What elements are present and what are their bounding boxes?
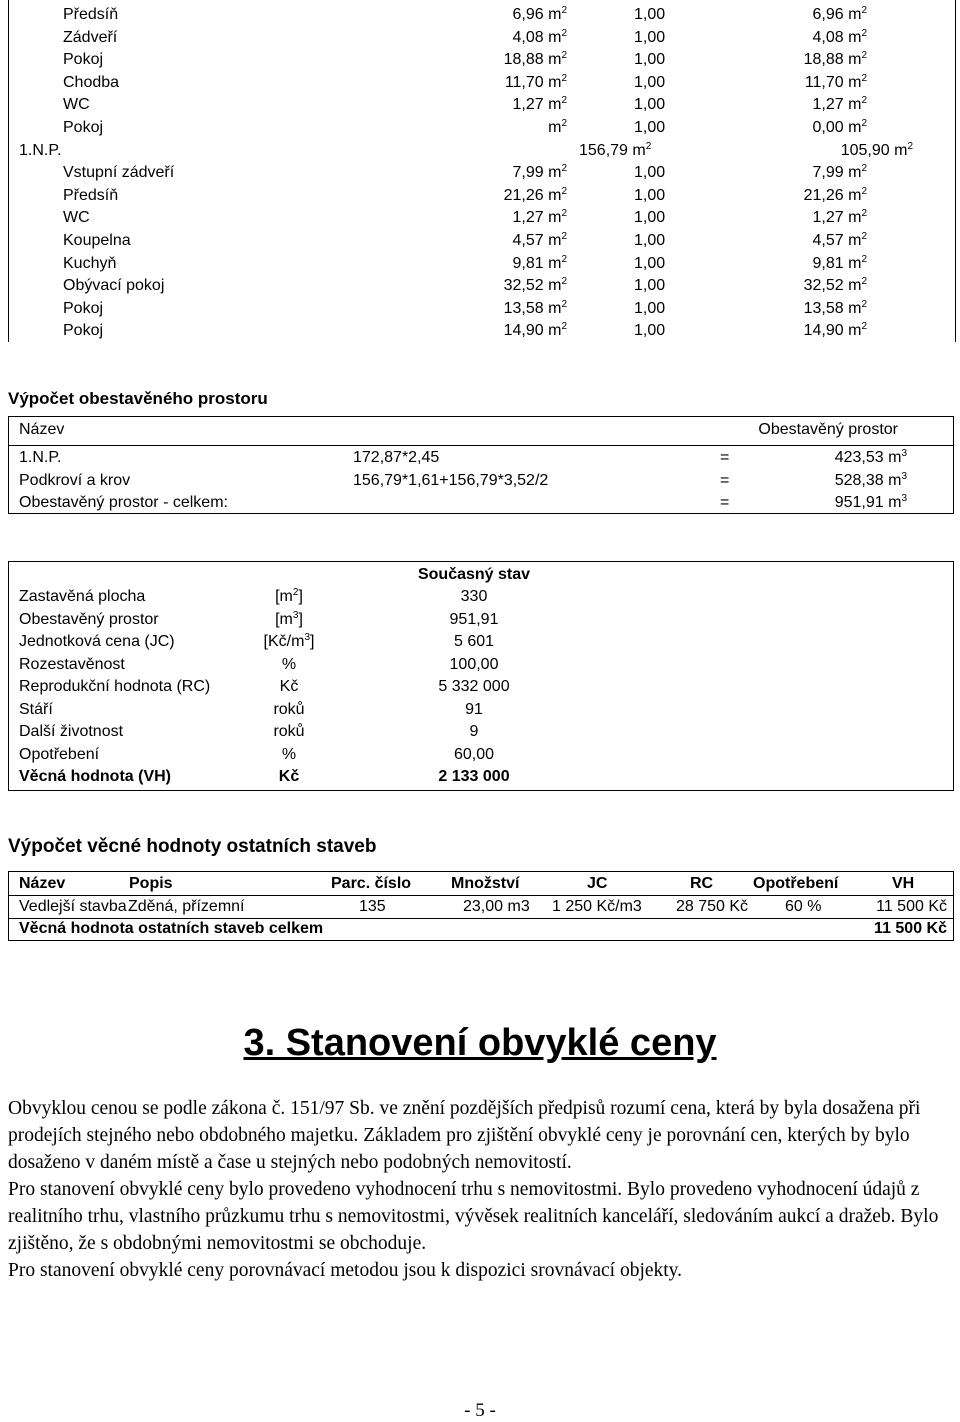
- state-row-label: Obestavěný prostor: [19, 610, 159, 628]
- state-row-value: 5 601: [453, 633, 495, 650]
- ob-total-value: 11 500 Kč: [874, 920, 947, 937]
- state-row-value: 100,00: [449, 655, 499, 673]
- room-result: 1,27 $m^2$: [812, 95, 867, 114]
- superscript: 2: [561, 27, 567, 39]
- volume-header-name: Název: [19, 421, 65, 438]
- room-coefficient: 1,00: [634, 73, 666, 91]
- ob-header-qty: Množství: [451, 875, 520, 892]
- superscript: 2: [861, 72, 867, 84]
- room-result: 32,52 $m^2$: [803, 276, 867, 295]
- state-row-unit: $[m^3]$: [275, 609, 303, 628]
- room-row: [9, 162, 955, 184]
- state-row-unit: $[Kč/m^3]$: [263, 632, 315, 650]
- room-area: 6,96 $m^2$: [512, 5, 567, 23]
- state-row-label: Opotřebení: [19, 745, 100, 763]
- state-row-label: Jednotková cena (JC): [19, 633, 175, 650]
- ob-header-rc: RC: [690, 875, 714, 892]
- superscript: 2: [561, 208, 567, 220]
- superscript: 2: [861, 50, 867, 62]
- state-row-label: Věcná hodnota (VH): [19, 768, 172, 785]
- other-buildings-title: Výpočet věcné hodnoty ostatních staveb: [8, 836, 377, 857]
- room-area: 21,26 $m^2$: [503, 185, 567, 204]
- room-area: 13,58 $m^2$: [503, 298, 567, 317]
- state-row-value: 951,91: [449, 610, 499, 628]
- superscript: 2: [561, 231, 567, 242]
- superscript: 2: [861, 95, 867, 107]
- ob-row-wear: 60 %: [785, 898, 822, 915]
- superscript: 2: [861, 185, 867, 197]
- room-name: WC: [63, 96, 90, 114]
- room-name: Koupelna: [63, 232, 131, 249]
- room-result: 4,57 $m^2$: [812, 231, 867, 249]
- ob-row-desc: Zděná, přízemní: [128, 898, 245, 915]
- room-coefficient: 1,00: [634, 51, 666, 69]
- room-area: $m^2$: [548, 118, 567, 136]
- superscript: 2: [561, 95, 567, 107]
- superscript: 2: [861, 208, 867, 220]
- room-coefficient: 1,00: [634, 322, 666, 340]
- superscript: 2: [561, 253, 567, 265]
- state-row-unit: Kč: [278, 768, 300, 785]
- current-state-table: [8, 561, 954, 791]
- superscript: 2: [561, 118, 567, 129]
- room-name: WC: [63, 209, 90, 227]
- ob-header-jc: JC: [587, 875, 608, 892]
- ob-total-label: Věcná hodnota ostatních staveb celkem: [19, 920, 324, 937]
- state-row-unit: Kč: [279, 678, 299, 695]
- room-coefficient: 1,00: [634, 6, 666, 23]
- room-coefficient: 1,00: [634, 119, 666, 136]
- superscript: 3: [304, 632, 310, 643]
- ob-row-parc: 135: [359, 898, 386, 915]
- volume-section-title: Výpočet obestavěného prostoru: [8, 389, 268, 408]
- state-row-value: 60,00: [453, 745, 495, 763]
- ob-row-name: Vedlejší stavba: [19, 898, 127, 915]
- superscript: 2: [861, 253, 867, 265]
- room-row: [9, 72, 955, 94]
- superscript: 2: [561, 50, 567, 62]
- state-row-label: Zastavěná plocha: [19, 588, 146, 605]
- room-row: [9, 230, 955, 252]
- superscript: 2: [861, 321, 867, 333]
- state-row-value: 330: [460, 588, 488, 605]
- state-row-unit: $[m^2]$: [275, 587, 303, 605]
- room-name: Vstupní zádveří: [63, 164, 175, 182]
- superscript: 2: [561, 276, 567, 288]
- room-row: [9, 117, 955, 139]
- state-row-unit: roků: [273, 723, 305, 740]
- room-name: Pokoj: [63, 119, 104, 136]
- room-result: 0,00 $m^2$: [812, 118, 867, 136]
- ob-header-vh: VH: [892, 875, 915, 892]
- superscript: 2: [561, 185, 567, 197]
- superscript: 2: [561, 298, 567, 310]
- superscript: 2: [861, 231, 867, 242]
- room-area: 4,57 $m^2$: [512, 231, 567, 249]
- ob-header-wear: Opotřebení: [753, 875, 839, 892]
- floor-label: 1.N.P.: [19, 141, 62, 159]
- room-name: Předsíň: [63, 6, 119, 23]
- ob-row-qty: 23,00 m3: [463, 898, 530, 915]
- room-area: 9,81 $m^2$: [512, 253, 567, 272]
- volume-row-value: 951,91 $m^3$: [834, 493, 907, 511]
- volume-row-name: 1.N.P.: [19, 449, 62, 466]
- volume-row-name: Obestavěný prostor - celkem:: [19, 494, 228, 511]
- room-area: 14,90 $m^2$: [503, 321, 567, 340]
- room-result: 18,88 $m^2$: [803, 50, 867, 69]
- floor-area: 156,79 $m^2$: [579, 140, 652, 159]
- state-row-label: Stáří: [19, 700, 53, 718]
- superscript: 2: [907, 140, 913, 152]
- state-row-value: 91: [465, 700, 483, 718]
- room-row: [9, 49, 955, 71]
- room-name: Pokoj: [63, 299, 104, 317]
- superscript: 2: [861, 163, 867, 175]
- superscript: 2: [861, 118, 867, 129]
- room-area: 7,99 $m^2$: [512, 163, 567, 182]
- volume-row-equals: =: [720, 449, 730, 466]
- section-3-paragraph-3: Pro stanovení obvyklé ceny porovnávací metodou jsou k dispozici srovnávací objekty.: [8, 1260, 683, 1281]
- floor-result: 105,90 $m^2$: [840, 140, 913, 159]
- room-row: [9, 27, 955, 49]
- state-row-label: Rozestavěnost: [19, 655, 125, 673]
- room-result: 4,08 $m^2$: [812, 27, 867, 46]
- room-name: Pokoj: [63, 322, 104, 340]
- ob-row-vh: 11 500 Kč: [876, 898, 947, 915]
- state-row-label: Reprodukční hodnota (RC): [19, 678, 211, 695]
- room-row: [9, 320, 955, 342]
- superscript: 2: [561, 5, 567, 16]
- room-row: [9, 253, 955, 275]
- section-3-heading: 3. Stanovení obvyklé ceny: [243, 1022, 717, 1064]
- section-3-text: [8, 1095, 953, 1284]
- superscript: 3: [901, 470, 907, 482]
- room-result: 9,81 $m^2$: [812, 253, 867, 272]
- superscript: 2: [861, 5, 867, 16]
- volume-table: [8, 416, 954, 514]
- ob-row-jc: 1 250 Kč/m3: [552, 898, 642, 915]
- state-row-value: 2 133 000: [438, 768, 510, 785]
- room-coefficient: 1,00: [634, 209, 666, 227]
- superscript: 2: [561, 72, 567, 84]
- section-3-paragraph-2: Pro stanovení obvyklé ceny bylo provedeno vyhodnocení trhu s nemovitostmi. Bylo provedeno vyhodnocení údajů z realitního trhu, vlastního průzkumu trhu s nemovitostmi, vývěsek realitních kanceláří, sledováním aukcí a dražeb. Bylo zjištěno, že s obdobnými nemovitostmi se obchoduje.: [8, 1179, 939, 1254]
- state-row-label: Další životnost: [19, 723, 124, 740]
- superscript: 2: [561, 321, 567, 333]
- state-row-unit: %: [281, 655, 297, 673]
- room-row: [9, 207, 955, 229]
- volume-row-value: 423,53 $m^3$: [834, 448, 907, 466]
- room-area: 4,08 $m^2$: [512, 27, 567, 46]
- room-result: 21,26 $m^2$: [803, 185, 867, 204]
- state-row-unit: %: [281, 745, 297, 763]
- room-row: [9, 94, 955, 116]
- superscript: 2: [861, 27, 867, 39]
- ob-header-desc: Popis: [129, 875, 173, 892]
- room-row: [9, 185, 955, 207]
- room-coefficient: 1,00: [634, 96, 666, 114]
- room-area: 32,52 $m^2$: [503, 276, 567, 295]
- volume-row-equals: =: [720, 471, 730, 489]
- room-result: 6,96 $m^2$: [812, 5, 867, 23]
- superscript: 2: [861, 276, 867, 288]
- room-area: 1,27 $m^2$: [512, 95, 567, 114]
- ob-row-rc: 28 750 Kč: [676, 898, 749, 915]
- section-3-paragraph-1: Obvyklou cenou se podle zákona č. 151/97 Sb. ve znění pozdějších předpisů rozumí cena, která by byla dosažena při prodejích stejného nebo obdobného majetku. Základem pro zjištění obvyklé ceny je porovnání cen, kterých by bylo dosaženo v daném místě a čase u stejných nebo podobných nemovitostí.: [8, 1098, 921, 1173]
- superscript: 2: [861, 298, 867, 310]
- room-name: Kuchyň: [63, 254, 117, 272]
- volume-header-divider: [9, 445, 953, 446]
- room-coefficient: 1,00: [634, 164, 666, 182]
- room-result: 11,70 $m^2$: [804, 72, 867, 91]
- room-row: [9, 275, 955, 297]
- room-name: Zádveří: [63, 28, 118, 46]
- superscript: 3: [901, 448, 907, 459]
- room-name: Chodba: [63, 73, 120, 91]
- room-result: 7,99 $m^2$: [812, 163, 867, 182]
- room-coefficient: 1,00: [634, 299, 666, 317]
- room-name: Předsíň: [63, 186, 119, 204]
- current-state-header: Současný stav: [417, 566, 531, 583]
- room-area: 11,70 $m^2$: [504, 72, 567, 91]
- page-number: - 5 -: [464, 1400, 496, 1421]
- superscript: 2: [645, 140, 652, 152]
- superscript: 2: [561, 163, 567, 175]
- room-row: [9, 140, 955, 162]
- rooms-area-table: [8, 0, 956, 342]
- room-result: 13,58 $m^2$: [803, 298, 867, 317]
- volume-row-formula: 156,79*1,61+156,79*3,52/2: [353, 471, 549, 489]
- state-row-value: 5 332 000: [438, 678, 510, 695]
- room-name: Obývací pokoj: [63, 277, 165, 295]
- volume-row-equals: =: [720, 494, 730, 511]
- volume-row-value: 528,38 $m^3$: [834, 470, 907, 489]
- room-result: 1,27 $m^2$: [812, 208, 867, 227]
- room-area: 1,27 $m^2$: [512, 208, 567, 227]
- volume-row-name: Podkroví a krov: [19, 471, 131, 489]
- other-buildings-table: [8, 871, 954, 941]
- superscript: 2: [292, 587, 299, 598]
- superscript: 3: [901, 493, 907, 504]
- state-row-unit: roků: [273, 700, 305, 718]
- room-row: [9, 4, 955, 26]
- room-coefficient: 1,00: [634, 28, 666, 46]
- room-row: [9, 298, 955, 320]
- room-area: 18,88 $m^2$: [503, 50, 567, 69]
- volume-header-volume: Obestavěný prostor: [758, 421, 898, 438]
- room-coefficient: 1,00: [634, 254, 666, 272]
- volume-row-formula: 172,87*2,45: [353, 449, 440, 466]
- room-name: Pokoj: [63, 51, 104, 69]
- state-row-value: 9: [469, 723, 479, 740]
- ob-header-parc: Parc. číslo: [331, 875, 412, 892]
- room-coefficient: 1,00: [634, 186, 666, 204]
- room-coefficient: 1,00: [634, 277, 666, 295]
- room-result: 14,90 $m^2$: [803, 321, 867, 340]
- room-coefficient: 1,00: [634, 232, 666, 249]
- ob-header-name: Název: [19, 875, 66, 892]
- superscript: 3: [292, 609, 299, 621]
